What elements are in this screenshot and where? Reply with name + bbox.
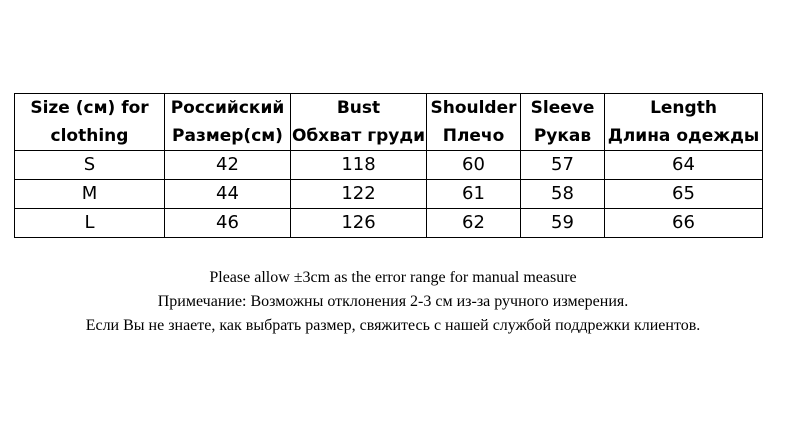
note-support-ru: Если Вы не знаете, как выбрать размер, свяжитесь с нашей службой поддрежки клиентов. [85,317,701,334]
table-cell: 57 [521,151,605,180]
table-cell: 64 [605,151,763,180]
header-sleeve: Sleeve Рукав [521,94,605,151]
table-cell: 42 [165,151,291,180]
table-cell: 122 [291,180,427,209]
table-row [15,151,763,180]
table-cell: 126 [291,209,427,238]
header-size: Size (см) for clothing [15,94,165,151]
table-row [15,180,763,209]
header-row [15,94,763,151]
table-cell: 65 [605,180,763,209]
table-cell: 46 [165,209,291,238]
table-cell: 60 [427,151,521,180]
table-cell: 118 [291,151,427,180]
table-cell: S [15,151,165,180]
header-length: Length Длина одежды [605,94,763,151]
table-cell: 66 [605,209,763,238]
header-shoulder: Shoulder Плечо [427,94,521,151]
table-cell: 44 [165,180,291,209]
header-bust: Bust Обхват груди [291,94,427,151]
table-cell: 62 [427,209,521,238]
header-russian-size: Российский Размер(см) [165,94,291,151]
table-cell: L [15,209,165,238]
table-cell: 61 [427,180,521,209]
note-error-range-ru: Примечание: Возможны отклонения 2-3 см из-за ручного измерения. [157,293,629,310]
note-error-range-en: Please allow ±3cm as the error range for manual measure [209,269,577,286]
table-row [15,209,763,238]
table-cell: M [15,180,165,209]
size-chart-table [14,93,763,238]
table-cell: 59 [521,209,605,238]
measurement-notes [0,266,786,338]
table-cell: 58 [521,180,605,209]
